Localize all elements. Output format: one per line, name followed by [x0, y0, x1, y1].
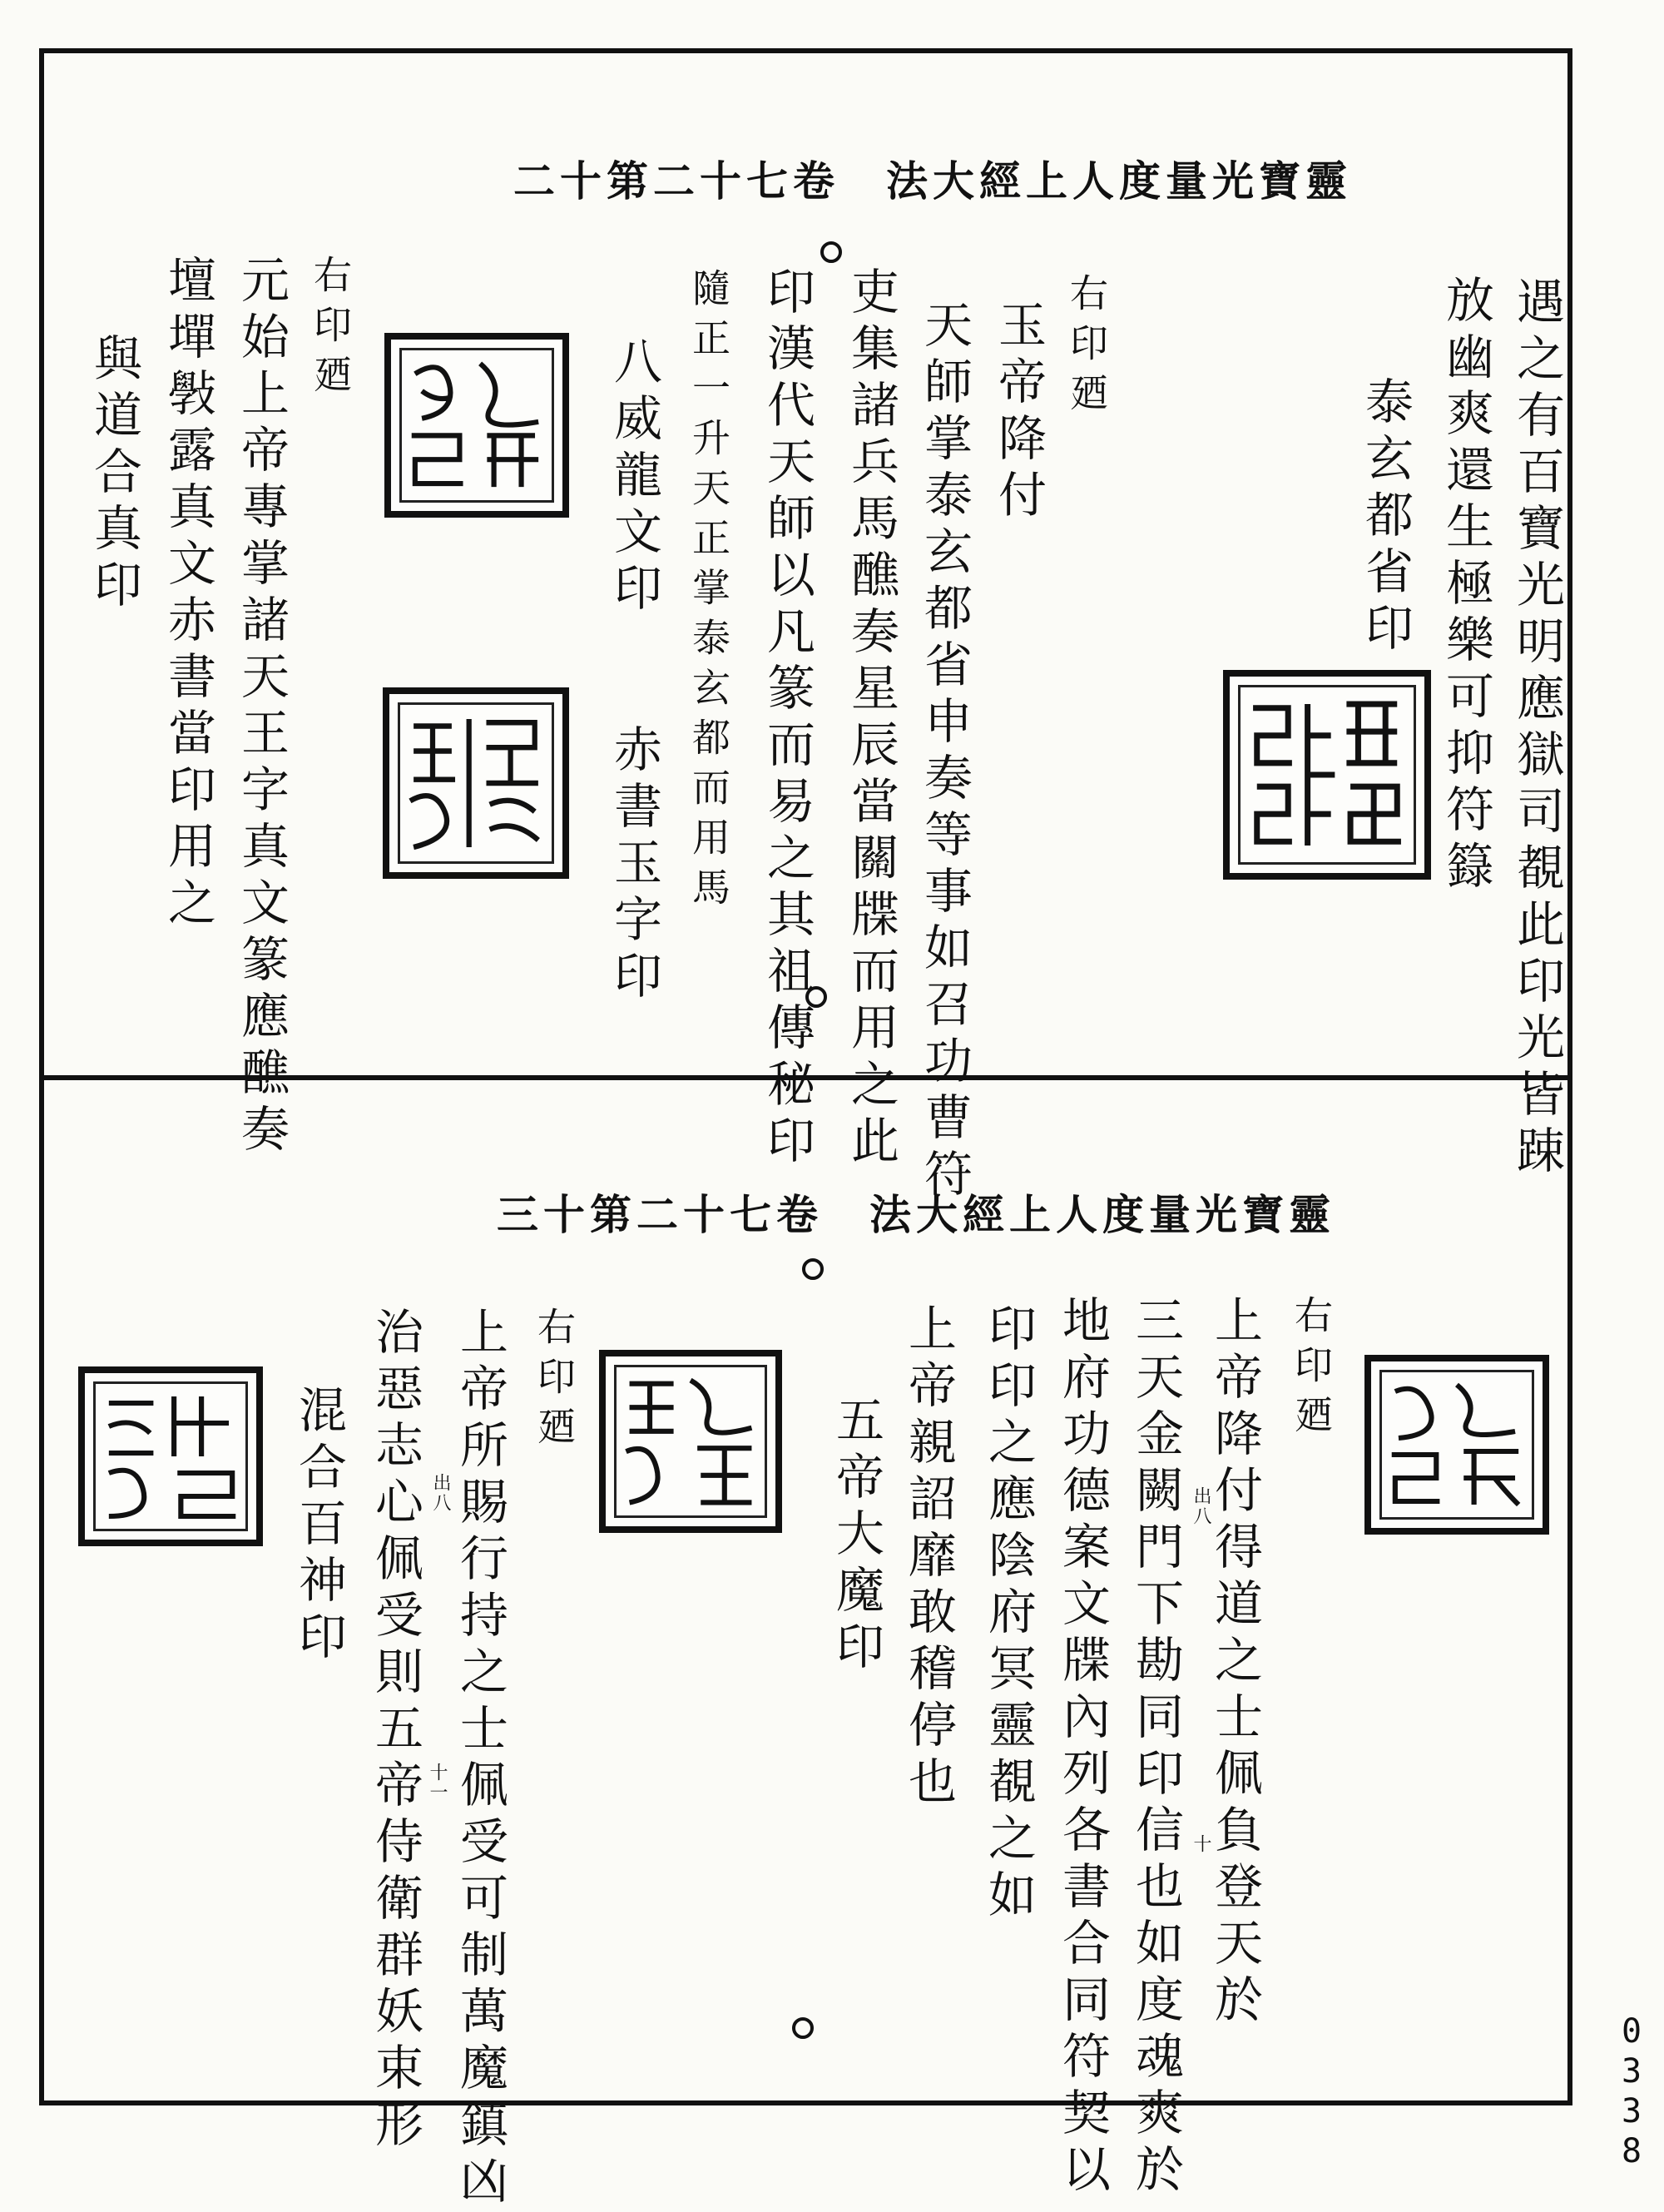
seal-wudi-damo: [599, 1350, 782, 1533]
circle-mark: [802, 1258, 824, 1280]
bottom-col-7: 五帝大魔印: [828, 1395, 884, 1678]
bottom-col-3: 三天金闕門下勘同印信也如度魂爽於: [1127, 1295, 1184, 2200]
bottom-col-8: 右印廼: [532, 1307, 577, 1456]
top-col-2: 放幽爽還生極樂可抑符籙: [1438, 275, 1494, 897]
bottom-col-2: 上帝降付得道之士佩負登天於: [1206, 1295, 1263, 2031]
margin-note: 十: [1191, 1834, 1211, 1854]
margin-note: 出八: [1191, 1486, 1211, 1526]
seal-chishu-yuzi: [383, 687, 569, 879]
top-header: 二十第二十七卷 法大經上人度量光寶靈: [513, 156, 1352, 206]
top-col-1: 遇之有百寶光明應獄司覩此印光皆踈: [1508, 276, 1565, 1182]
seal-taixuan-dusheng: [1223, 670, 1431, 880]
circle-mark: [792, 2017, 814, 2039]
top-col-4: 右印廼: [1064, 273, 1109, 423]
seal-hunhe-baishen: [78, 1366, 263, 1546]
bottom-col-5: 印印之應陰府冥靈覩之如: [980, 1303, 1037, 1926]
bottom-col-4: 地府功德案文牒內列各書合同符契以: [1054, 1295, 1111, 2200]
top-col-13: 元始上帝專掌諸天王字真文篆應醮奏: [233, 255, 290, 1160]
bottom-col-1: 右印廼: [1289, 1295, 1334, 1445]
top-col-6: 天師掌泰玄都省申奏等事如召功曹符: [916, 300, 973, 1205]
top-col-8: 印漢代天師以凡篆而易之其祖傳秘印: [759, 266, 815, 1172]
bottom-col-9: 上帝所賜行持之士佩受可制萬魔鎮凶: [452, 1307, 508, 2212]
circle-mark: [820, 241, 842, 263]
bottom-col-6: 上帝親詔靡敢稽停也: [900, 1303, 957, 1813]
top-col-10: 八威龍文印: [606, 336, 662, 619]
page-number: 0338: [1612, 2012, 1651, 2172]
bottom-col-10: 治惡志心佩受則五帝侍衛群妖束形: [367, 1307, 423, 2155]
bottom-header: 三十第二十七卷 法大經上人度量光寶靈: [497, 1190, 1335, 1239]
circle-mark: [805, 986, 827, 1008]
top-col-14: 壇墠斅露真文赤書當印用之: [160, 255, 216, 934]
top-col-15: 與道合真印: [86, 333, 142, 616]
seal-bawei-longwen: [384, 333, 569, 518]
top-col-3: 泰玄都省印: [1357, 376, 1414, 659]
top-col-9: 隨正一升天正掌泰玄都而用馬: [686, 268, 731, 917]
bottom-col-11: 混合百神印: [290, 1385, 347, 1668]
margin-note: 出八: [430, 1473, 451, 1513]
top-col-7: 吏集諸兵馬醮奏星辰當關牒而用之此: [843, 266, 899, 1172]
margin-note: 十一: [427, 1763, 448, 1803]
top-col-5: 玉帝降付: [990, 300, 1047, 526]
top-col-12: 右印廼: [308, 255, 353, 404]
top-col-11: 赤書玉字印: [606, 724, 662, 1007]
seal-shangdi-jiangfu: [1364, 1355, 1549, 1535]
